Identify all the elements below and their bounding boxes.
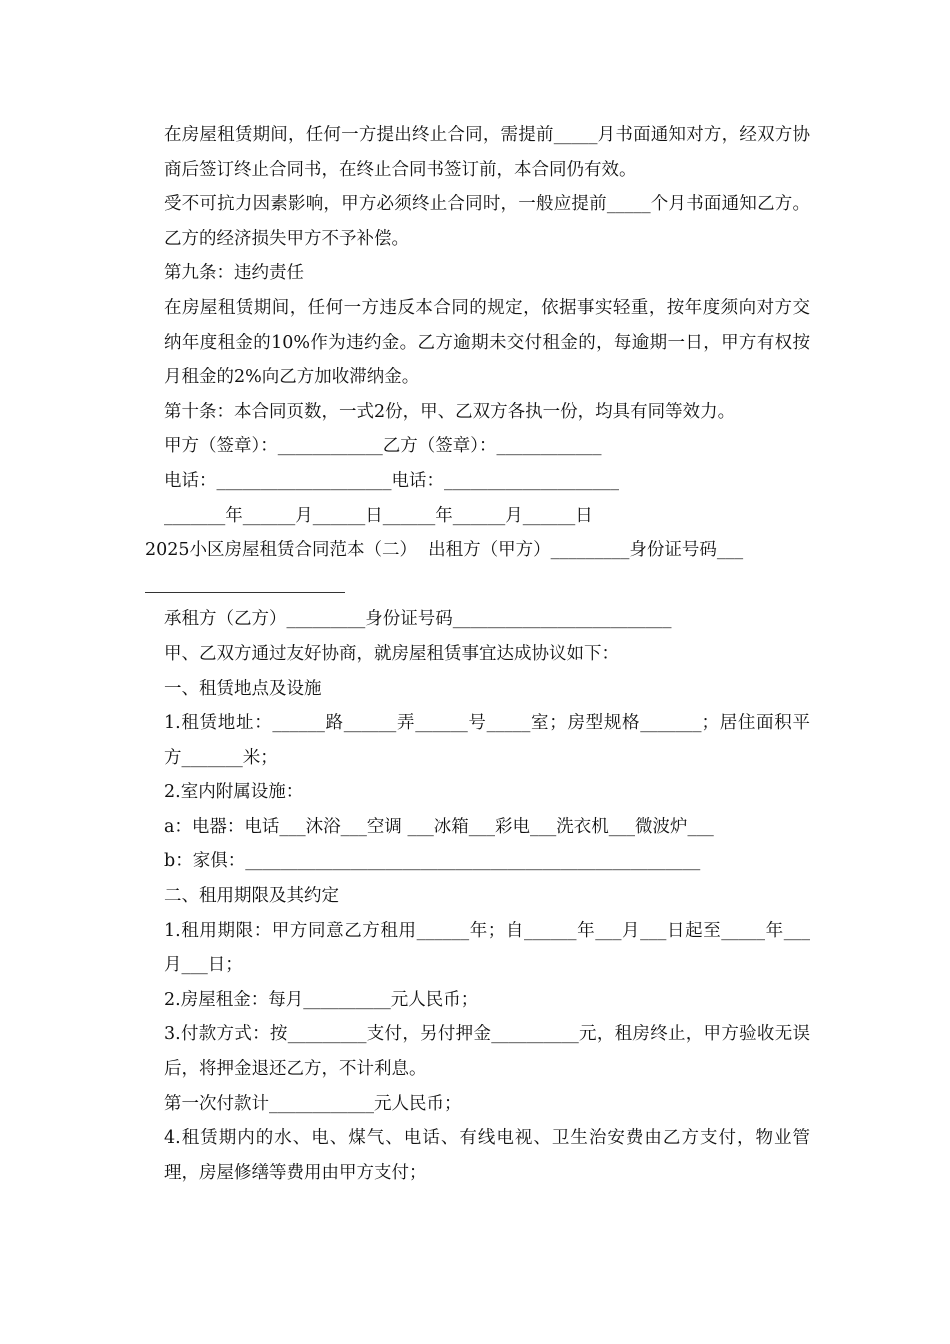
paragraph: 第一次付款计____________元人民币； (164, 1093, 462, 1114)
paragraph: 1.租用期限：甲方同意乙方租用______年；自______年___月___日起至_____年___月___日； (164, 920, 810, 976)
paragraph: 3.付款方式：按_________支付，另付押金__________元，租房终止，甲方验收无误后，将押金退还乙方，不计利息。 (164, 1024, 810, 1080)
paragraph: 承租方（乙方）_________身份证号码_________________________ (164, 609, 672, 630)
paragraph: 甲、乙双方通过友好协商，就房屋租赁事宜达成协议如下： (164, 643, 619, 664)
section-heading: 二、租用期限及其约定 (164, 886, 339, 907)
paragraph: 在房屋租赁期间，任何一方提出终止合同，需提前_____月书面通知对方，经双方协商后签订终止合同书，在终止合同书签订前，本合同仍有效。 (164, 125, 810, 180)
article-heading: 第九条：违约责任 (164, 263, 304, 284)
paragraph: 1.租赁地址：______路______弄______号_____室；房型规格_______；居住面积平方_______米； (164, 713, 810, 768)
paragraph: 在房屋租赁期间，任何一方违反本合同的规定，依据事实轻重，按年度须向对方交纳年度租金的10%作为违约金。乙方逾期未交付租金的，每逾期一日，甲方有权按月租金的2%向乙方加收滞纳金。 (164, 297, 810, 388)
paragraph: 2.室内附属设施： (164, 782, 304, 803)
document-page (145, 118, 810, 1190)
paragraph: 4.租赁期内的水、电、煤气、电话、有线电视、卫生治安费由乙方支付，物业管理，房屋修缮等费用由甲方支付； (164, 1128, 810, 1183)
date-line: _______年______月______日______年______月______日 (164, 505, 593, 526)
signature-line: 甲方（签章）：____________乙方（签章）：____________ (164, 436, 602, 457)
paragraph: b：家俱：____________________________________________________ (164, 851, 701, 872)
paragraph: 2.房屋租金：每月__________元人民币； (164, 989, 479, 1010)
section-heading: 一、租赁地点及设施 (164, 678, 322, 699)
section-title-line: 2025小区房屋租赁合同范本（二） 出租方（甲方）_________身份证号码___ (145, 540, 744, 561)
article-heading: 第十条：本合同页数，一式2份，甲、乙双方各执一份，均具有同等效力。 (164, 401, 736, 422)
blank-underline (145, 568, 810, 603)
paragraph: 受不可抗力因素影响，甲方必须终止合同时，一般应提前_____个月书面通知乙方。乙方的经济损失甲方不予补偿。 (164, 194, 810, 249)
paragraph: a：电器：电话___沐浴___空调 ___冰箱___彩电___洗衣机___微波炉___ (164, 816, 714, 837)
phone-line: 电话：____________________电话：____________________ (164, 470, 619, 491)
